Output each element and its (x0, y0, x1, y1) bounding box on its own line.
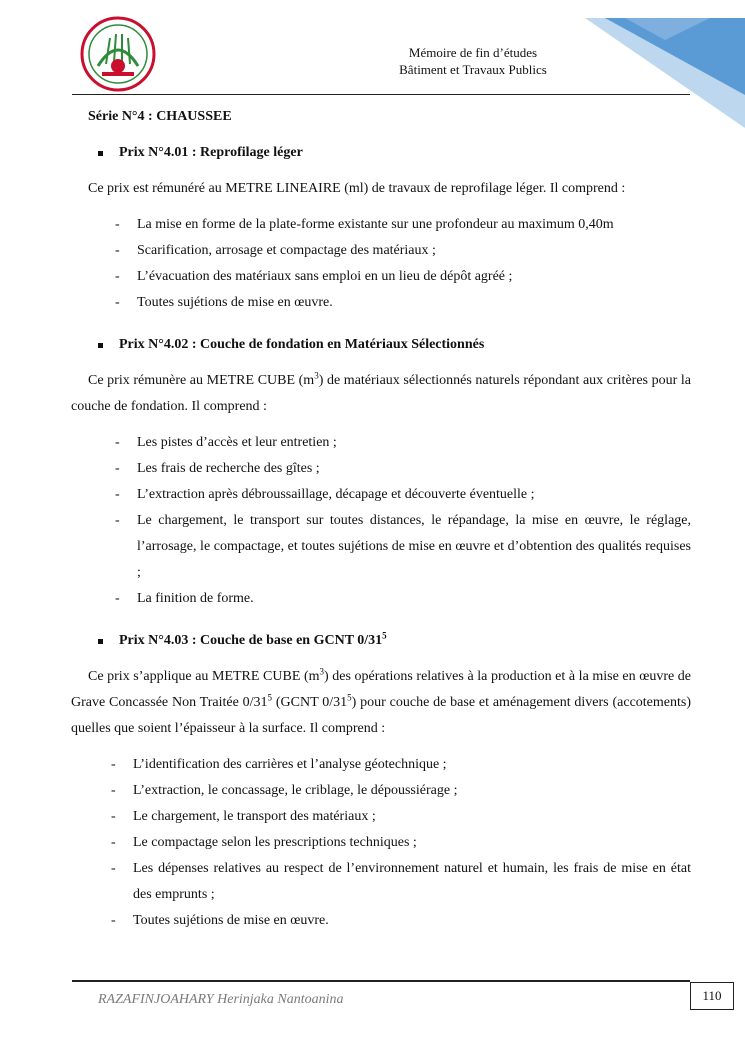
square-bullet-icon (98, 151, 103, 156)
list-item: - La mise en forme de la plate-forme existante sur une profondeur au maximum 0,40m (115, 217, 614, 232)
list-item: - Les dépenses relatives au respect de l’environnement naturel et humain, les frais de mise en état des emprunts ; (111, 861, 691, 902)
list-item: - L’évacuation des matériaux sans emploi en un lieu de dépôt agréé ; (115, 269, 513, 284)
prix-4-03-intro: Ce prix s’applique au METRE CUBE $(m^3)$ des opérations relatives à la production et à la mise en œuvre de Grave Concassée Non Traitée $0/31^5$ (GCNT $0/31^5$) pour couche de base et aménagement divers (accotements) quelles que soient l’épaisseur à la surface. Il comprend : (71, 666, 692, 736)
list-item: - Le compactage selon les prescriptions techniques ; (111, 835, 417, 850)
footer-divider (72, 980, 690, 982)
header-divider (72, 94, 690, 95)
prix-4-02-intro: Ce prix rémunère au METRE CUBE $(m^3)$ de matériaux sélectionnés naturels répondant aux critères pour la couche de fondation. Il comprend : (71, 370, 691, 414)
page-content (71, 104, 691, 934)
list-item: - L’extraction, le concassage, le criblage, le dépoussiérage ; (111, 783, 458, 798)
list-item: - L’extraction après débroussaillage, décapage et découverte éventuelle ; (115, 487, 535, 502)
prix-title: Prix N°4.03 : Couche de base en GCNT $0/31^5$ (119, 630, 387, 648)
prix-4-01-list (115, 212, 691, 316)
list-item: - Scarification, arrosage et compactage des matériaux ; (115, 243, 436, 258)
serie-heading: Série N°4 : CHAUSSEE (88, 109, 232, 124)
prix-4-01-intro: Ce prix est rémunéré au METRE LINEAIRE (ml) de travaux de reprofilage léger. Il comprend : (88, 181, 626, 196)
list-item: - Toutes sujétions de mise en œuvre. (115, 295, 333, 310)
prix-4-02-heading (98, 332, 691, 358)
list-item: - Les pistes d’accès et leur entretien ; (115, 435, 337, 450)
list-item: - Le chargement, le transport sur toutes distances, le répandage, la mise en œuvre, le réglage, l’arrosage, le compactage, et toutes sujétions de mise en œuvre et d’obtention des qualités requises ; (115, 513, 691, 580)
document-header (300, 44, 646, 78)
square-bullet-icon (98, 343, 103, 348)
list-item: - La finition de forme. (115, 591, 254, 606)
header-subtitle: Bâtiment et Travaux Publics (399, 62, 547, 77)
list-item: - Le chargement, le transport des matériaux ; (111, 809, 376, 824)
prix-4-02-list (115, 430, 691, 612)
prix-title: Prix N°4.02 : Couche de fondation en Matériaux Sélectionnés (119, 337, 485, 352)
list-item: - Les frais de recherche des gîtes ; (115, 461, 320, 476)
list-item: - L’identification des carrières et l’analyse géotechnique ; (111, 757, 447, 772)
list-item: - Toutes sujétions de mise en œuvre. (111, 913, 329, 928)
prix-4-03-heading (98, 628, 691, 654)
institution-logo (78, 14, 158, 94)
header-title: Mémoire de fin d’études (408, 45, 538, 60)
prix-4-01-heading (98, 140, 691, 166)
page-number: 110 (690, 982, 734, 1010)
square-bullet-icon (98, 639, 103, 644)
prix-title: Prix N°4.01 : Reprofilage léger (119, 145, 303, 160)
footer-author: RAZAFINJOAHARY Herinjaka Nantoanina (98, 992, 344, 1007)
prix-4-03-list (111, 752, 691, 934)
